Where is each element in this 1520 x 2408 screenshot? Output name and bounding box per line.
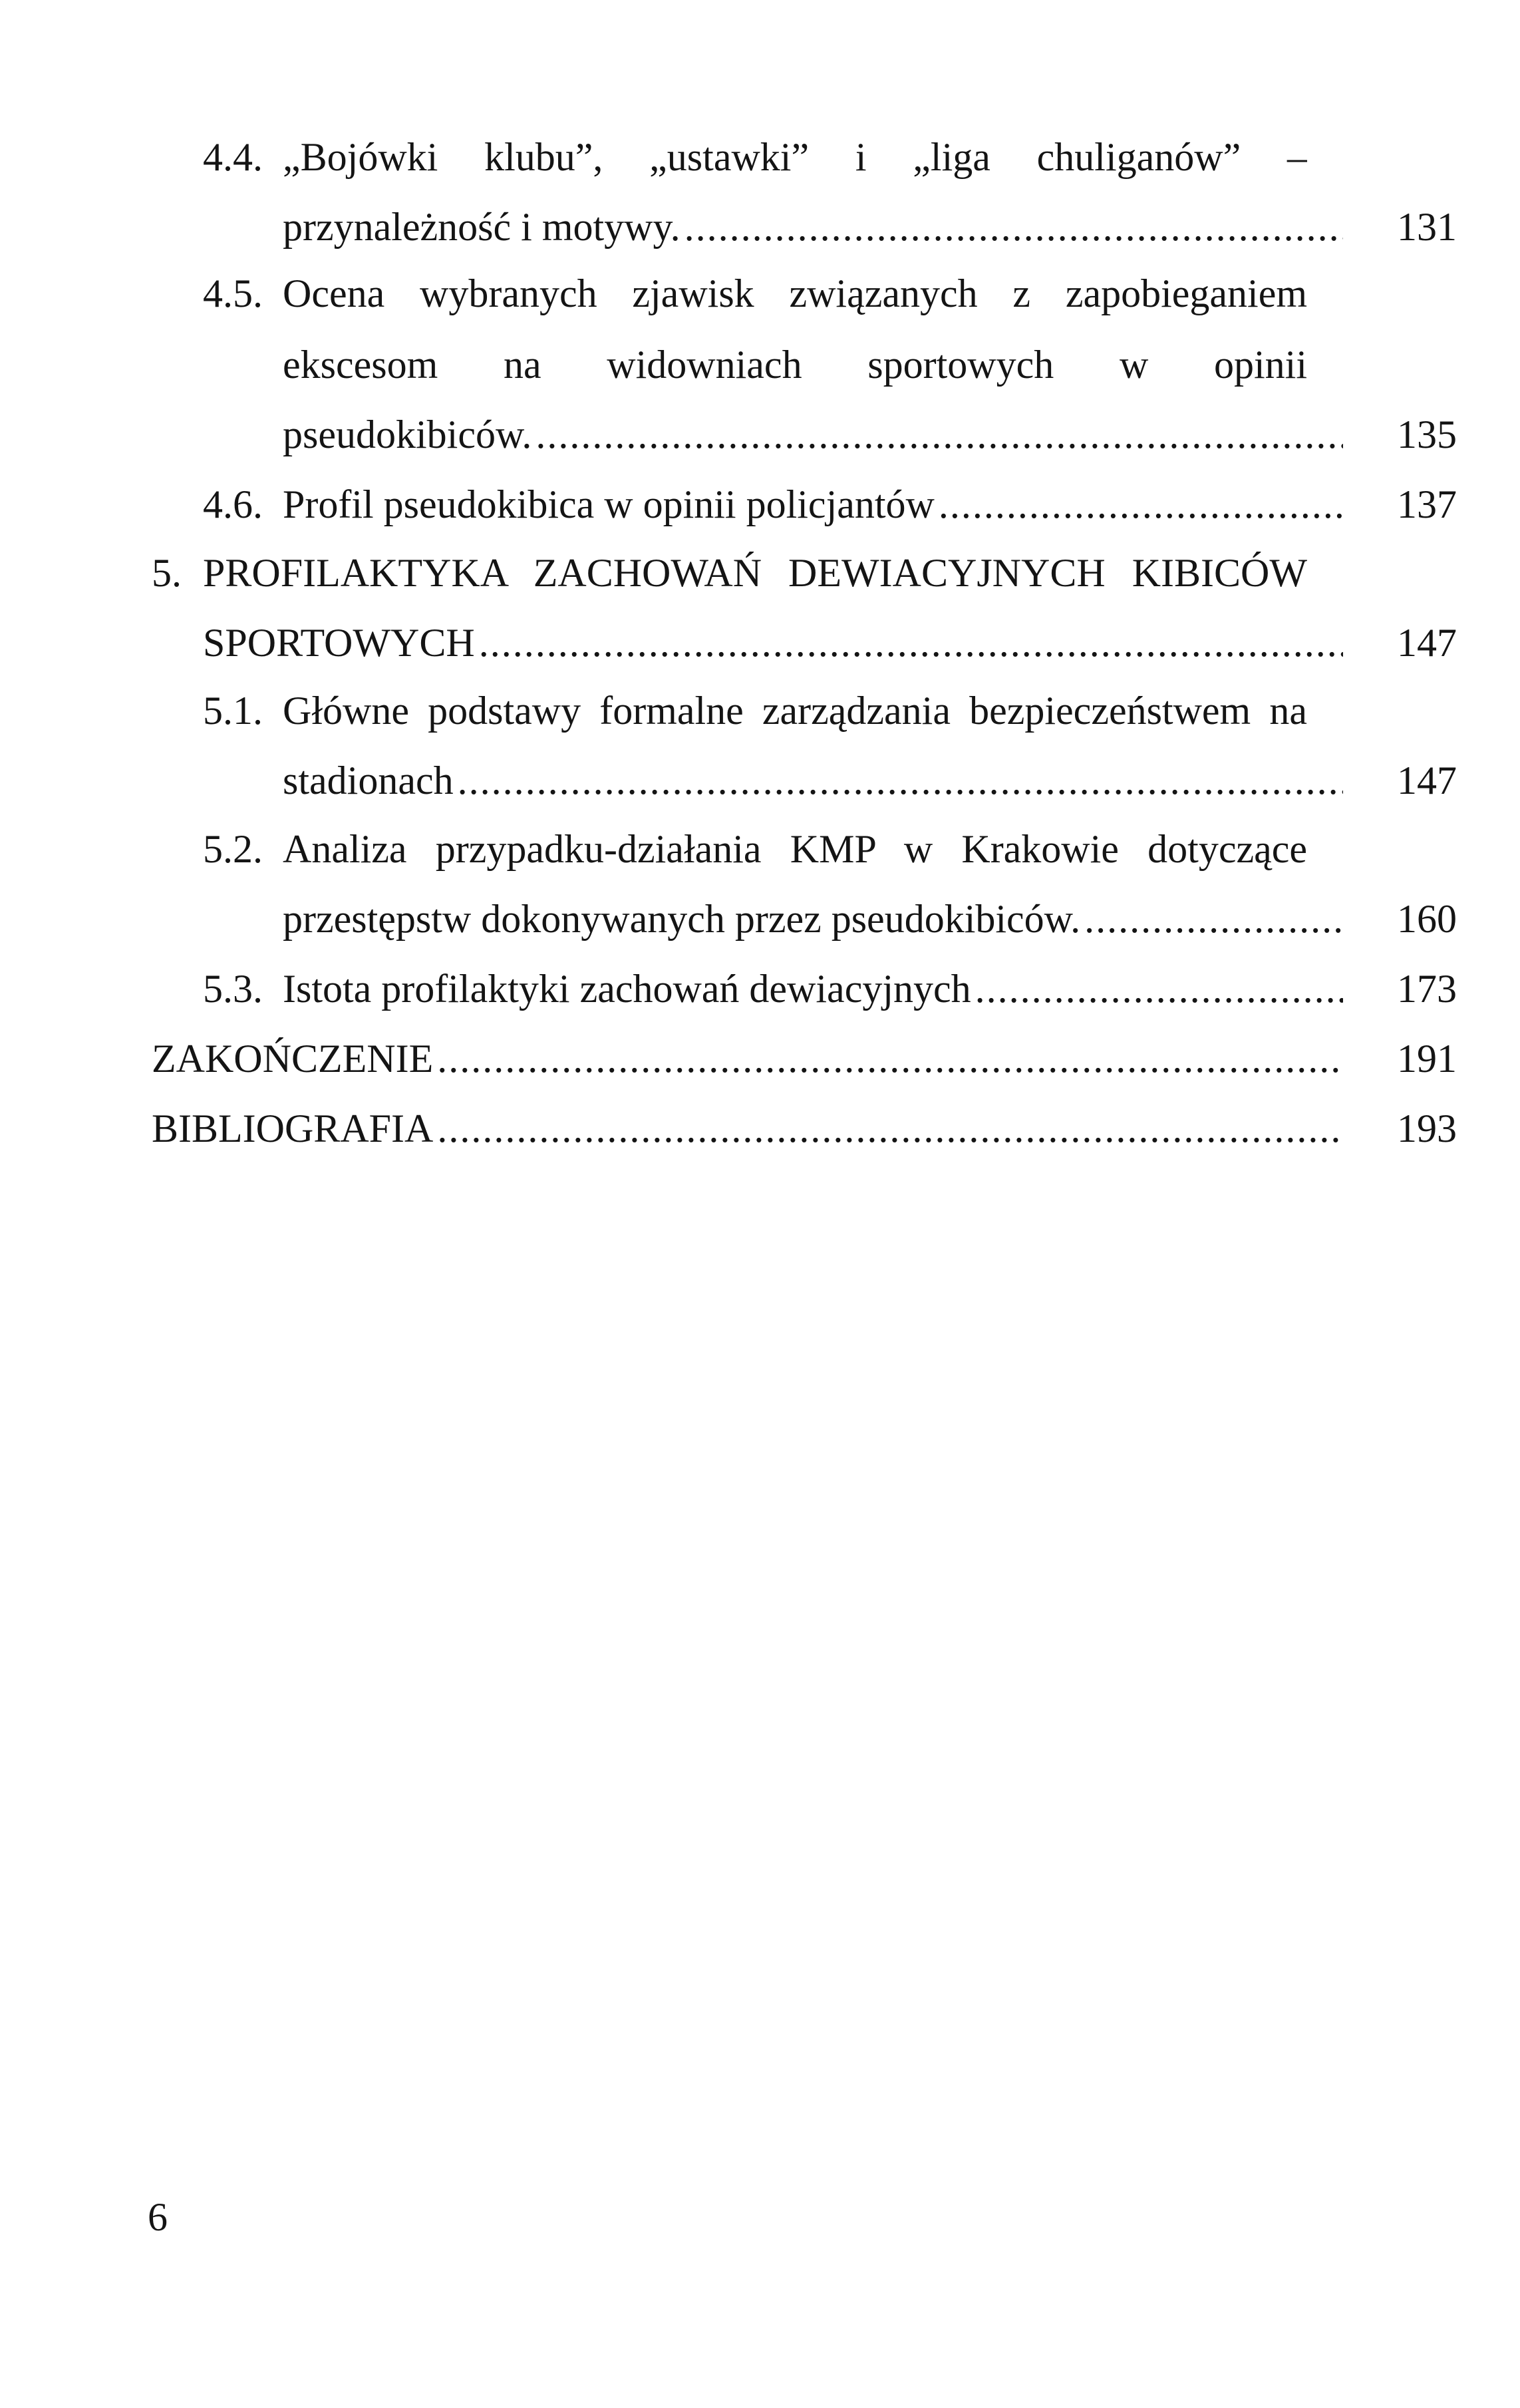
toc-entry-title: pseudokibiców. xyxy=(283,413,532,456)
toc-entry-title: ekscesom na widowniach sportowych w opinii xyxy=(283,343,1307,387)
toc-entry-number: 4.4. xyxy=(203,135,263,179)
toc-entry-title: stadionach xyxy=(283,759,454,802)
toc-page-number: 131 xyxy=(1397,205,1457,249)
toc-entry-title: Analiza przypadku-działania KMP w Krakowie dotyczące xyxy=(283,827,1307,871)
toc-leader-dots xyxy=(1084,895,1343,943)
toc-page-number: 191 xyxy=(1397,1037,1457,1081)
toc-entry-number: 5. xyxy=(152,551,182,595)
toc-entry-title: Ocena wybranych zjawisk związanych z zapobieganiem xyxy=(283,271,1307,315)
toc-leader-dots xyxy=(939,480,1343,528)
toc-entry-bibliografia xyxy=(152,1105,1347,1152)
toc-entry-5-line-1 xyxy=(152,549,1307,597)
toc-entry-5-3 xyxy=(203,965,1347,1013)
toc-entry-zakonczenie xyxy=(152,1035,1347,1083)
toc-entry-4-5-line-2 xyxy=(283,341,1307,389)
toc-entry-number: 4.6. xyxy=(203,482,263,526)
toc-entry-4-4-line-2 xyxy=(283,203,1347,251)
toc-entry-5-1-line-2 xyxy=(283,757,1347,804)
toc-entry-number: 5.1. xyxy=(203,689,263,733)
toc-entry-4-5-line-1 xyxy=(203,269,1307,317)
toc-entry-5-2-line-2 xyxy=(283,895,1347,943)
toc-entry-5-1-line-1 xyxy=(203,687,1307,735)
toc-page-number: 137 xyxy=(1397,482,1457,526)
toc-entry-title: BIBLIOGRAFIA xyxy=(152,1107,434,1150)
toc-entry-number: 5.3. xyxy=(203,967,263,1011)
toc-entry-number: 5.2. xyxy=(203,827,263,871)
toc-page-number: 160 xyxy=(1397,897,1457,941)
toc-leader-dots xyxy=(458,757,1343,804)
toc-entry-number: 4.5. xyxy=(203,271,263,315)
toc-entry-title: PROFILAKTYKA ZACHOWAŃ DEWIACYJNYCH KIBICÓW xyxy=(203,551,1307,595)
page-number: 6 xyxy=(148,2195,168,2239)
toc-entry-title: przynależność i motywy. xyxy=(283,205,681,249)
toc-entry-title: SPORTOWYCH xyxy=(203,621,475,665)
toc-entry-5-line-2 xyxy=(203,619,1347,667)
toc-entry-4-4-line-1 xyxy=(203,133,1307,181)
toc-entry-title: przestępstw dokonywanych przez pseudokibiców. xyxy=(283,897,1081,941)
toc-page-number: 173 xyxy=(1397,967,1457,1011)
toc-leader-dots xyxy=(479,619,1343,667)
toc-leader-dots xyxy=(437,1105,1343,1152)
toc-entry-4-6 xyxy=(203,480,1347,528)
toc-page-number: 135 xyxy=(1397,413,1457,456)
toc-entry-title: ZAKOŃCZENIE xyxy=(152,1037,434,1081)
toc-entry-4-5-line-3 xyxy=(283,411,1347,458)
toc-leader-dots xyxy=(975,965,1343,1013)
toc-entry-title: Główne podstawy formalne zarządzania bezpieczeństwem na xyxy=(283,689,1307,733)
toc-page-number: 147 xyxy=(1397,759,1457,802)
toc-entry-title: Istota profilaktyki zachowań dewiacyjnych xyxy=(283,967,971,1011)
toc-page-number: 193 xyxy=(1397,1107,1457,1150)
toc-leader-dots xyxy=(535,411,1343,458)
toc-leader-dots xyxy=(684,203,1343,251)
toc-page-number: 147 xyxy=(1397,621,1457,665)
toc-entry-5-2-line-1 xyxy=(203,825,1307,873)
toc-leader-dots xyxy=(437,1035,1343,1083)
toc-entry-title: „Bojówki klubu”, „ustawki” i „liga chuliganów” – xyxy=(283,135,1307,179)
toc-entry-title: Profil pseudokibica w opinii policjantów xyxy=(283,482,935,526)
